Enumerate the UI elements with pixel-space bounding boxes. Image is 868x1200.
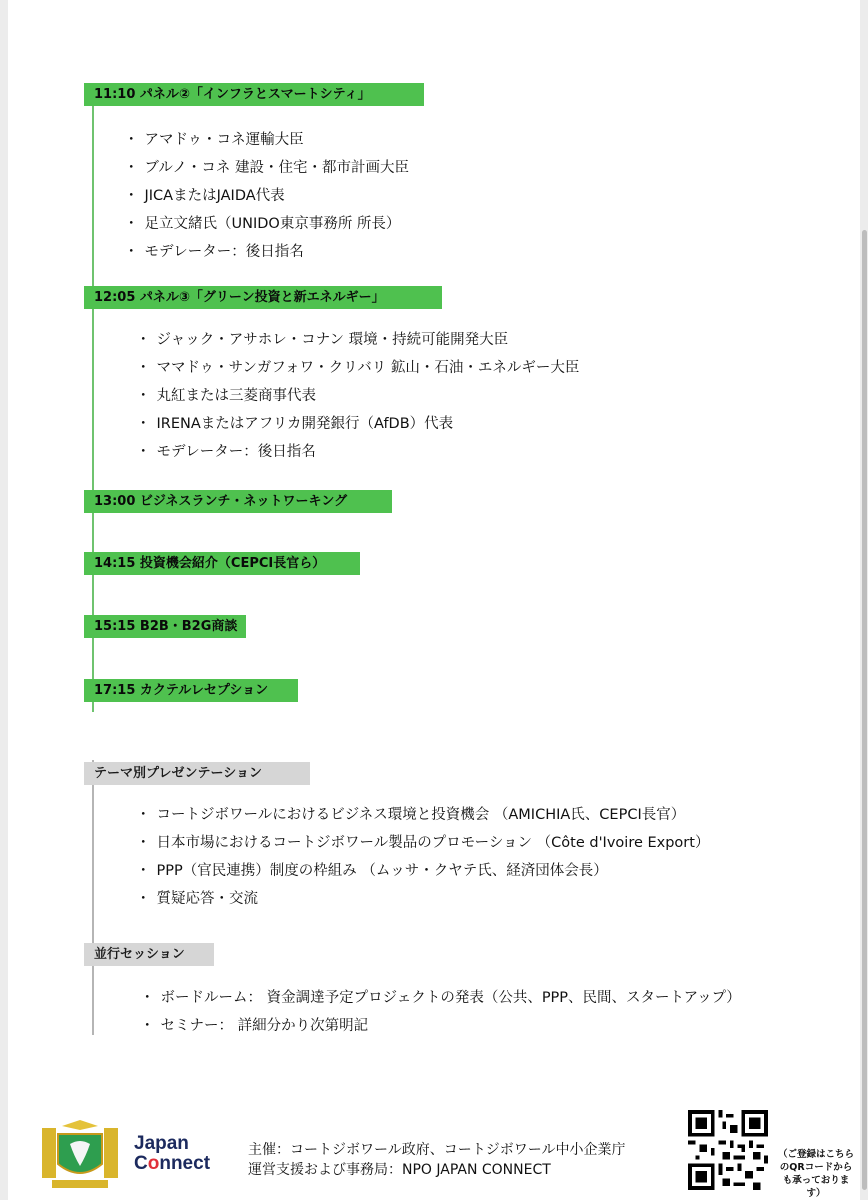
list-item: ・ JICAまたはJAIDA代表 [124, 188, 285, 204]
list-item: ・ ブルノ・コネ 建設・住宅・都市計画大臣 [124, 160, 409, 176]
qr-code-icon[interactable] [688, 1110, 768, 1190]
list-item: ・ コートジボワールにおけるビジネス環境と投資機会 （AMICHIA氏、CEPCI長官） [136, 807, 686, 823]
investment-header: 14:15 投資機会紹介（CEPCI長官ら） [84, 552, 360, 575]
qr-note: （ご登録はこちらのQRコードからも承っております） [777, 1149, 854, 1199]
cocktail-header: 17:15 カクテルレセプション [84, 679, 298, 702]
list-item: ・ ジャック・アサホレ・コナン 環境・持続可能開発大臣 [136, 332, 509, 348]
logo-line1: Japan [134, 1133, 189, 1154]
list-item: ・ 足立文緒氏（UNIDO東京事務所 所長） [124, 216, 401, 232]
panel3-header: 12:05 パネル③「グリーン投資と新エネルギー」 [84, 286, 442, 309]
parallel-header: 並行セッション [84, 943, 214, 966]
operator-text: 運営支援および事務局：NPO JAPAN CONNECT [248, 1162, 551, 1178]
panel3-speaker-list [136, 326, 579, 466]
list-item: ・ セミナー： 詳細分かり次第明記 [140, 1018, 369, 1034]
list-item: ・ モデレーター：後日指名 [124, 244, 304, 260]
themes-header: テーマ別プレゼンテーション [84, 762, 310, 785]
list-item: ・ 丸紅または三菱商事代表 [136, 388, 316, 404]
lunch-header: 13:00 ビジネスランチ・ネットワーキング [84, 490, 392, 513]
list-item: ・ PPP（官民連携）制度の枠組み （ムッサ・クヤテ氏、経済団体会長） [136, 863, 608, 879]
footer [0, 1100, 868, 1200]
japan-connect-logo [134, 1134, 210, 1174]
parallel-list [140, 984, 741, 1040]
list-item: ・ 日本市場におけるコートジボワール製品のプロモーション （Côte d'Ivoire Export） [136, 835, 710, 851]
list-item: ・ モデレーター：後日指名 [136, 444, 316, 460]
panel2-header: 11:10 パネル②「インフラとスマートシティ」 [84, 83, 424, 106]
b2b-header: 15:15 B2B・B2G商談 [84, 615, 246, 638]
page-edge-left [0, 0, 8, 1200]
scrollbar[interactable] [862, 230, 867, 1190]
list-item: ・ IRENAまたはアフリカ開発銀行（AfDB）代表 [136, 416, 454, 432]
timeline-line-sessions [92, 760, 94, 1035]
organizer-text: 主催：コートジボワール政府、コートジボワール中小企業庁 [248, 1142, 626, 1158]
list-item: ・ アマドゥ・コネ運輸大臣 [124, 132, 304, 148]
coat-of-arms-icon [40, 1120, 120, 1190]
list-item: ・ ボードルーム： 資金調達予定プロジェクトの発表（公共、PPP、民間、スタートアップ） [140, 990, 741, 1006]
organizer-info [248, 1140, 625, 1180]
list-item: ・ 質疑応答・交流 [136, 891, 258, 907]
list-item: ・ ママドゥ・サンガフォワ・クリバリ 鉱山・石油・エネルギー大臣 [136, 360, 580, 376]
themes-list [136, 801, 709, 913]
logo-line2: Connect [134, 1153, 211, 1174]
panel2-speaker-list [124, 126, 409, 266]
